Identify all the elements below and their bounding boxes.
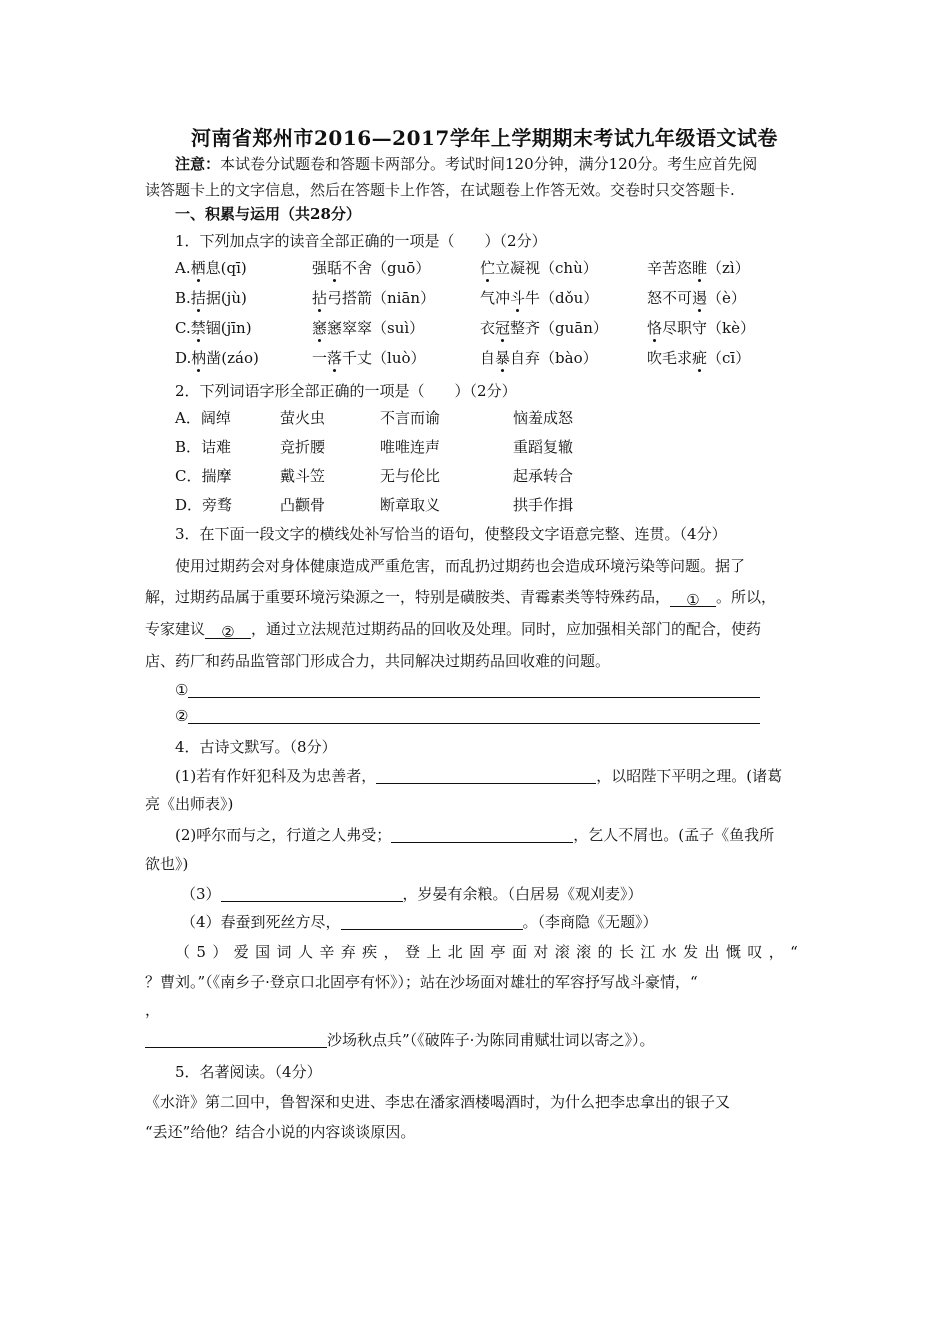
q2-option-cell: 不言而谕 bbox=[380, 409, 441, 427]
q3-para-line-3: 专家建议 ② ，通过立法规范过期药品的回收及处理。同时，应加强相关部门的配合，使药 bbox=[145, 620, 762, 641]
dotted-char: 恪 bbox=[647, 319, 663, 337]
q3-para-line-4: 店、药厂和药品监管部门形成合力，共同解决过期药品回收难的问题。 bbox=[145, 652, 611, 670]
dotted-char: 聒 bbox=[327, 259, 343, 277]
q1-option-cell: 一落千丈（luò） bbox=[312, 349, 426, 367]
q4-item-2-cont: 欲也》) bbox=[145, 855, 189, 873]
q2-option-cell: 重蹈复辙 bbox=[513, 438, 574, 456]
q3-answer-line-2[interactable]: ② bbox=[175, 706, 760, 726]
dotted-char: 窸 bbox=[312, 319, 328, 337]
q2-option-cell: 无与伦比 bbox=[380, 467, 441, 485]
q1-stem: 1．下列加点字的读音全部正确的一项是（ ）（2分） bbox=[175, 232, 547, 250]
q4-blank-2[interactable] bbox=[391, 826, 573, 843]
q2-option-cell: D．旁骛 bbox=[175, 496, 233, 514]
dotted-char: 栖 bbox=[190, 259, 206, 277]
q1-option-cell: 伫立凝视（chù） bbox=[480, 259, 598, 277]
q5-line-2: “丢还”给他？结合小说的内容谈谈原因。 bbox=[145, 1123, 416, 1141]
dotted-char: 斗 bbox=[510, 289, 526, 307]
q3-blank-1: ① bbox=[670, 590, 716, 607]
q2-option-cell: C．揣摩 bbox=[175, 467, 232, 485]
q2-option-cell: 恼羞成怒 bbox=[513, 409, 574, 427]
q1-option-cell: A.栖息(qī) bbox=[175, 259, 247, 277]
q4-blank-3[interactable] bbox=[221, 885, 403, 902]
q3-blank-2: ② bbox=[205, 622, 251, 639]
q2-option-cell: 断章取义 bbox=[380, 496, 441, 514]
q4-item-1-cont: 亮《出师表》) bbox=[145, 795, 234, 813]
dotted-char: 疵 bbox=[692, 349, 708, 367]
q4-item-3: （3） ，岁晏有余粮。（白居易《观刈麦》） bbox=[181, 885, 643, 903]
q4-item-5-line-4: 沙场秋点兵”（《破阵子·为陈同甫赋壮词以寄之》）。 bbox=[145, 1030, 654, 1050]
q2-option-cell: 戴斗笠 bbox=[280, 467, 326, 485]
q2-option-cell: 唯唯连声 bbox=[380, 438, 441, 456]
q5-line-1: 《水浒》第二回中，鲁智深和史进、李忠在潘家酒楼喝酒时，为什么把李忠拿出的银子又 bbox=[145, 1093, 731, 1111]
notice-label: 注意： bbox=[175, 155, 221, 173]
q1-option-cell: 拈弓搭箭（niān） bbox=[312, 289, 436, 307]
q4-blank-4[interactable] bbox=[341, 913, 523, 930]
dotted-char: 拮 bbox=[190, 289, 206, 307]
q1-option-cell: 吹毛求疵（cī） bbox=[647, 349, 751, 367]
q3-answer-line-1[interactable]: ① bbox=[175, 680, 760, 700]
dotted-char: 落 bbox=[327, 349, 343, 367]
dotted-char: 遏 bbox=[692, 289, 708, 307]
q3-para-line-2: 解，过期药品属于重要环境污染源之一，特别是磺胺类、青霉素类等特殊药品， ① 。所以， bbox=[145, 588, 777, 609]
q2-options bbox=[175, 408, 815, 528]
exam-title: 河南省郑州市2016—2017学年上学期期末考试九年级语文试卷 bbox=[191, 126, 778, 150]
q4-stem: 4．古诗文默写。（8分） bbox=[175, 738, 337, 756]
q2-option-cell: 竞折腰 bbox=[280, 438, 326, 456]
q1-option-cell: B.拮据(jù) bbox=[175, 289, 247, 307]
q1-option-cell: 气冲斗牛（dǒu） bbox=[480, 289, 599, 307]
q2-option-cell: 凸颧骨 bbox=[280, 496, 326, 514]
q2-stem: 2．下列词语字形全部正确的一项是（ ）（2分） bbox=[175, 382, 517, 400]
q4-item-2: (2)呼尔而与之，行道之人弗受； ，乞人不屑也。(孟子《鱼我所 bbox=[175, 826, 775, 844]
q1-option-cell: 恪尽职守（kè） bbox=[647, 319, 755, 337]
dotted-char: 冠 bbox=[495, 319, 511, 337]
dotted-char: 伫 bbox=[480, 259, 496, 277]
q5-stem: 5．名著阅读。（4分） bbox=[175, 1063, 322, 1081]
q2-option-cell: 起承转合 bbox=[513, 467, 574, 485]
dotted-char: 禁 bbox=[190, 319, 206, 337]
section-heading: 一、积累与运用（共28分） bbox=[175, 205, 361, 223]
q2-option-cell: A．阔绰 bbox=[175, 409, 231, 427]
q2-option-cell: 萤火虫 bbox=[280, 409, 326, 427]
notice-line-1: 注意：本试卷分试题卷和答题卡两部分。考试时间120分钟，满分120分。考生应首先阅 bbox=[175, 155, 758, 173]
q1-options bbox=[175, 258, 815, 378]
q1-option-cell: 怒不可遏（è） bbox=[647, 289, 746, 307]
q1-option-cell: C.禁锢(jīn) bbox=[175, 319, 252, 337]
q3-para-line-1: 使用过期药会对身体健康造成严重危害，而乱扔过期药也会造成环境污染等问题。据了 bbox=[175, 557, 746, 575]
q4-blank-5[interactable] bbox=[145, 1031, 327, 1048]
q1-option-cell: 强聒不舍（guō） bbox=[312, 259, 431, 277]
q1-option-cell: 自暴自弃（bào） bbox=[480, 349, 598, 367]
q2-option-cell: 拱手作揖 bbox=[513, 496, 574, 514]
q4-item-5-line-2: ？曹刘。”（《南乡子·登京口北固亭有怀》）；站在沙场面对雄壮的军容抒写战斗豪情，“ bbox=[145, 973, 698, 991]
q1-option-cell: D.枘凿(záo) bbox=[175, 349, 259, 367]
dotted-char: 睢 bbox=[692, 259, 708, 277]
q4-item-5-line-1: （5）爱国词人辛弃疾，登上北固亭面对滚滚的长江水发出慨叹，“ bbox=[175, 943, 805, 961]
q3-stem: 3．在下面一段文字的横线处补写恰当的语句，使整段文字语意完整、连贯。（4分） bbox=[175, 525, 727, 543]
dotted-char: 枘 bbox=[191, 349, 207, 367]
q4-item-1: (1)若有作奸犯科及为忠善者， ，以昭陛下平明之理。(诸葛 bbox=[175, 767, 783, 785]
dotted-char: 暴 bbox=[495, 349, 511, 367]
notice-line-2: 读答题卡上的文字信息，然后在答题卡上作答，在试题卷上作答无效。交卷时只交答题卡. bbox=[145, 181, 735, 199]
q1-option-cell: 窸窸窣窣（suì） bbox=[312, 319, 425, 337]
q4-blank-1[interactable] bbox=[376, 767, 596, 784]
q1-option-cell: 衣冠整齐（guān） bbox=[480, 319, 608, 337]
q4-item-5-line-3: ， bbox=[145, 1001, 161, 1019]
q4-item-4: （4）春蚕到死丝方尽， 。（李商隐《无题》） bbox=[181, 913, 658, 931]
q2-option-cell: B．诘难 bbox=[175, 438, 232, 456]
q1-option-cell: 辛苦恣睢（zì） bbox=[647, 259, 750, 277]
dotted-char: 拈 bbox=[312, 289, 328, 307]
